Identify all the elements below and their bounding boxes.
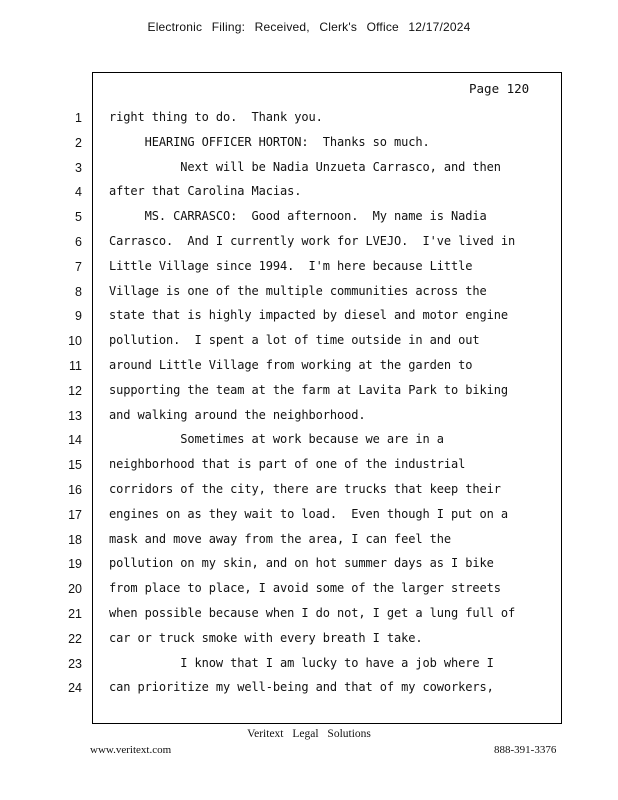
line-text: and walking around the neighborhood. bbox=[109, 407, 366, 422]
line-text: from place to place, I avoid some of the larger streets bbox=[109, 581, 501, 596]
line-number: 1 bbox=[75, 111, 82, 125]
transcript-line bbox=[0, 156, 618, 181]
transcript-line bbox=[0, 404, 618, 429]
transcript-line bbox=[0, 528, 618, 553]
line-text: around Little Village from working at the garden to bbox=[109, 358, 473, 372]
transcript-line bbox=[0, 503, 618, 528]
transcript-line bbox=[0, 453, 618, 478]
transcript-line bbox=[0, 106, 618, 131]
transcript-line bbox=[0, 602, 618, 627]
line-text: state that is highly impacted by diesel and motor engine bbox=[109, 308, 508, 323]
line-number: 24 bbox=[68, 681, 82, 696]
transcript-line bbox=[0, 354, 618, 379]
line-text: neighborhood that is part of one of the industrial bbox=[109, 457, 466, 472]
transcript-line bbox=[0, 131, 618, 156]
line-number: 18 bbox=[68, 532, 82, 547]
line-text: right thing to do. Thank you. bbox=[109, 110, 323, 124]
transcript-line bbox=[0, 676, 618, 701]
line-text: I know that I am lucky to have a job where I bbox=[109, 655, 494, 670]
transcript-line bbox=[0, 230, 618, 255]
line-number: 12 bbox=[68, 383, 82, 398]
line-number: 2 bbox=[75, 135, 82, 150]
line-number: 6 bbox=[75, 235, 82, 249]
line-number: 11 bbox=[69, 359, 82, 373]
transcript-line bbox=[0, 552, 618, 577]
transcript-line bbox=[0, 205, 618, 230]
line-number: 10 bbox=[68, 334, 82, 349]
line-number: 16 bbox=[68, 483, 82, 497]
line-text: engines on as they wait to load. Even though I put on a bbox=[109, 506, 508, 521]
transcript-line bbox=[0, 255, 618, 280]
line-number: 4 bbox=[75, 185, 82, 200]
transcript-line bbox=[0, 428, 618, 453]
line-number: 8 bbox=[75, 284, 82, 299]
line-text: Next will be Nadia Unzueta Carrasco, and then bbox=[109, 159, 501, 174]
transcript-line bbox=[0, 379, 618, 404]
line-text: Village is one of the multiple communities across the bbox=[109, 283, 487, 298]
transcript-line bbox=[0, 577, 618, 602]
transcript-line bbox=[0, 304, 618, 329]
transcript-line bbox=[0, 627, 618, 652]
line-number: 21 bbox=[68, 607, 82, 621]
line-number: 19 bbox=[68, 557, 82, 572]
footer-website: www.veritext.com bbox=[90, 744, 172, 756]
line-text: can prioritize my well-being and that of my coworkers, bbox=[109, 680, 494, 695]
line-number: 9 bbox=[75, 309, 82, 324]
line-text: Carrasco. And I currently work for LVEJO. I've lived in bbox=[109, 234, 516, 248]
line-text: when possible because when I do not, I get a lung full of bbox=[109, 606, 516, 620]
line-number: 3 bbox=[75, 160, 82, 175]
line-text: pollution. I spent a lot of time outside in and out bbox=[109, 333, 480, 348]
line-text: MS. CARRASCO: Good afternoon. My name is Nadia bbox=[109, 209, 487, 224]
transcript-line bbox=[0, 180, 618, 205]
line-number: 20 bbox=[68, 582, 82, 597]
line-number: 13 bbox=[68, 408, 82, 423]
line-text: pollution on my skin, and on hot summer days as I bike bbox=[109, 556, 494, 571]
line-text: after that Carolina Macias. bbox=[109, 184, 302, 199]
line-text: Sometimes at work because we are in a bbox=[109, 432, 444, 447]
line-text: mask and move away from the area, I can feel the bbox=[109, 531, 451, 546]
transcript-line bbox=[0, 280, 618, 305]
footer-company: Veritext Legal Solutions bbox=[247, 728, 371, 740]
line-number: 14 bbox=[68, 433, 82, 448]
line-text: supporting the team at the farm at Lavita Park to biking bbox=[109, 382, 508, 397]
line-text: HEARING OFFICER HORTON: Thanks so much. bbox=[109, 134, 430, 149]
line-text: car or truck smoke with every breath I take. bbox=[109, 630, 423, 645]
line-number: 23 bbox=[68, 656, 82, 671]
line-number: 15 bbox=[68, 458, 82, 473]
line-number: 22 bbox=[68, 631, 82, 646]
line-number: 17 bbox=[68, 507, 82, 522]
filing-header: Electronic Filing: Received, Clerk's Office 12/17/2024 bbox=[147, 20, 471, 34]
page-number: Page 120 bbox=[469, 81, 530, 96]
line-number: 7 bbox=[75, 259, 82, 274]
transcript-line bbox=[0, 329, 618, 354]
line-number: 5 bbox=[75, 210, 82, 225]
transcript-line bbox=[0, 478, 618, 503]
line-text: Little Village since 1994. I'm here because Little bbox=[109, 258, 473, 273]
line-text: corridors of the city, there are trucks that keep their bbox=[109, 482, 501, 496]
transcript-line bbox=[0, 652, 618, 677]
footer-phone: 888-391-3376 bbox=[494, 744, 557, 756]
